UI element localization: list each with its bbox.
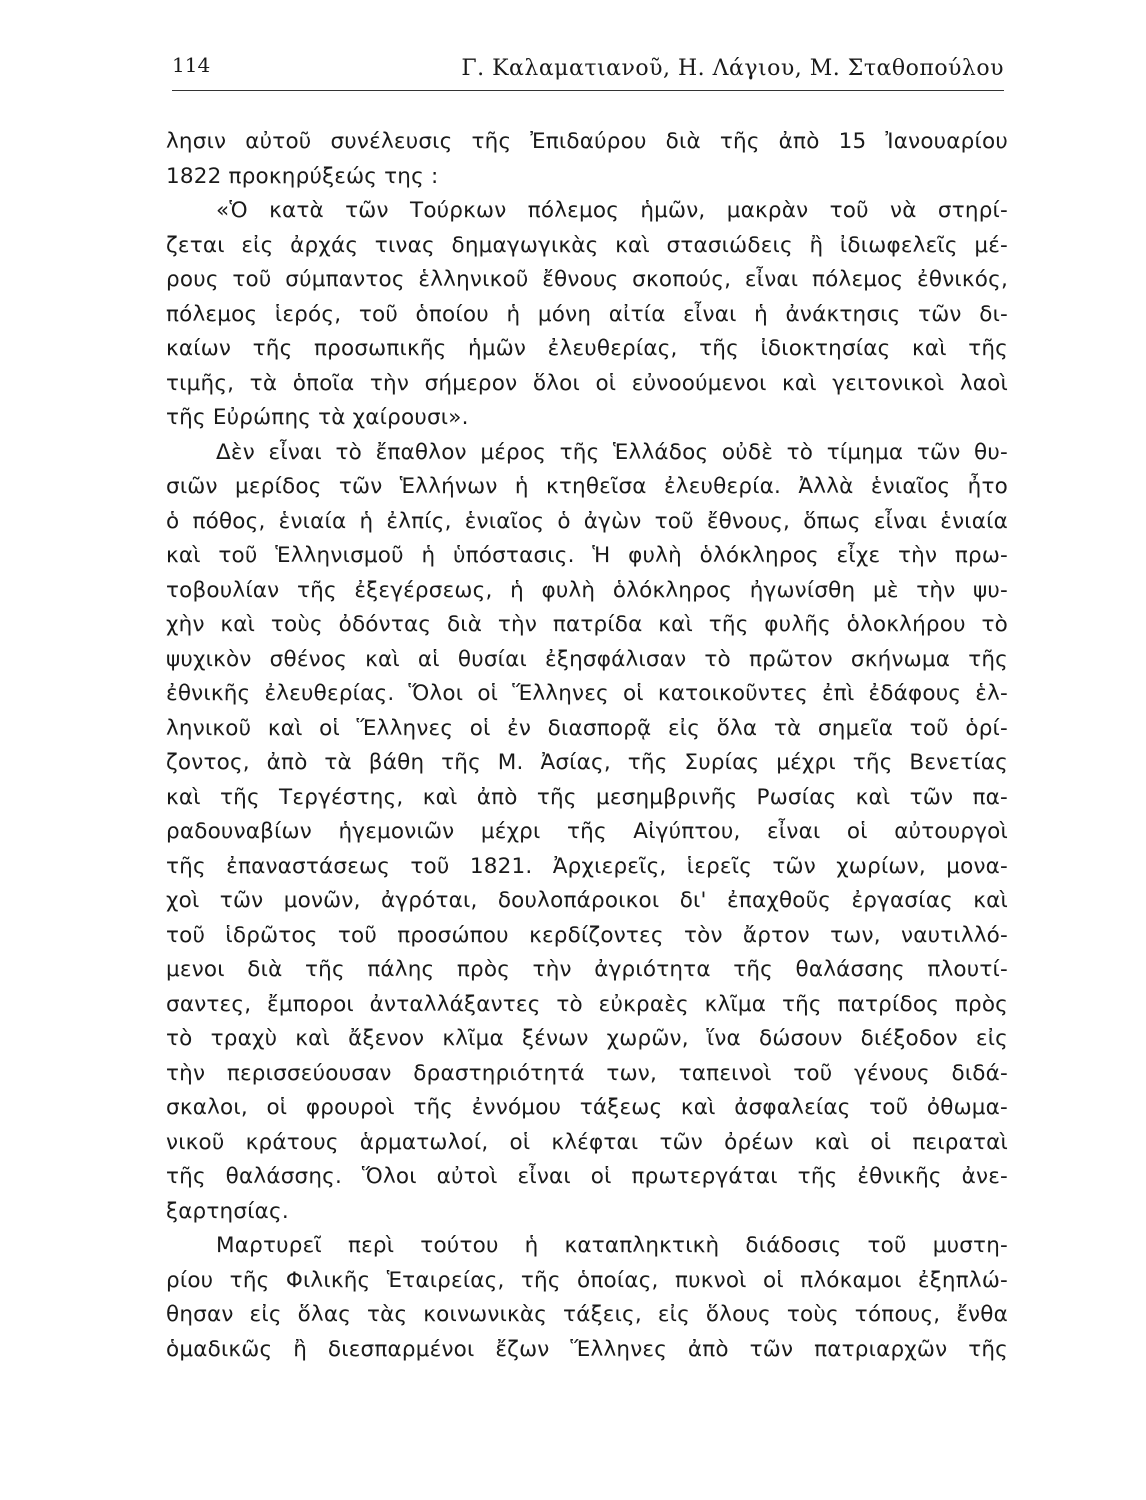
text-line: χὴν καὶ τοὺς ὀδόντας διὰ τὴν πατρίδα καὶ τῆς φυλῆς ὁλοκλήρου τὸ [166, 612, 1008, 637]
text-line: θησαν εἰς ὅλας τὰς κοινωνικὰς τάξεις, εἰς ὅλους τοὺς τόπους, ἔνθα [166, 1302, 1008, 1327]
page-number: 114 [172, 53, 211, 77]
body-text [166, 125, 1008, 1367]
text-line: τὸ τραχὺ καὶ ἄξενον κλῖμα ξένων χωρῶν, ἵνα δώσουν διέξοδον εἰς [166, 1026, 1008, 1051]
text-line: ρους τοῦ σύμπαντος ἑλληνικοῦ ἔθνους σκοπούς, εἶναι πόλεμος ἐθνικός, [166, 267, 1008, 292]
text-line: Μαρτυρεῖ περὶ τούτου ἡ καταπληκτικὴ διάδοσις τοῦ μυστη- [216, 1233, 1008, 1258]
text-line: ὁμαδικῶς ἢ διεσπαρμένοι ἔζων Ἕλληνες ἀπὸ τῶν πατριαρχῶν τῆς [166, 1336, 1008, 1362]
text-line: ρίου τῆς Φιλικῆς Ἑταιρείας, τῆς ὁποίας, πυκνοὶ οἱ πλόκαμοι ἐξηπλώ- [166, 1267, 1008, 1293]
text-line: νικοῦ κράτους ἁρματωλοί, οἱ κλέφται τῶν ὀρέων καὶ οἱ πειραταὶ [166, 1129, 1008, 1155]
text-line: τοῦ ἱδρῶτος τοῦ προσώπου κερδίζοντες τὸν ἄρτον των, ναυτιλλό- [166, 922, 1008, 948]
text-line: τῆς Εὐρώπης τὰ χαίρουσι». [166, 405, 469, 430]
text-line: Δὲν εἶναι τὸ ἔπαθλον μέρος τῆς Ἑλλάδος οὐδὲ τὸ τίμημα τῶν θυ- [216, 439, 1008, 465]
text-line: καὶ τοῦ Ἑλληνισμοῦ ἡ ὑπόστασις. Ἡ φυλὴ ὁλόκληρος εἶχε τὴν πρω- [166, 543, 1008, 568]
text-line: τῆς θαλάσσης. Ὅλοι αὐτοὶ εἶναι οἱ πρωτεργάται τῆς ἐθνικῆς ἀνε- [166, 1164, 1008, 1189]
text-line: ψυχικὸν σθένος καὶ αἱ θυσίαι ἐξησφάλισαν τὸ πρῶτον σκήνωμα τῆς [166, 646, 1008, 672]
text-line: σιῶν μερίδος τῶν Ἑλλήνων ἡ κτηθεῖσα ἐλευθερία. Ἀλλὰ ἑνιαῖος ἦτο [166, 474, 1008, 499]
text-line: ζοντος, ἀπὸ τὰ βάθη τῆς Μ. Ἀσίας, τῆς Συρίας μέχρι τῆς Βενετίας [166, 750, 1008, 775]
text-line: ραδουναβίων ἡγεμονιῶν μέχρι τῆς Αἰγύπτου, εἶναι οἱ αὐτουργοὶ [166, 819, 1008, 844]
text-line: καὶ τῆς Τεργέστης, καὶ ἀπὸ τῆς μεσημβρινῆς Ρωσίας καὶ τῶν πα- [166, 784, 1008, 810]
text-line: χοὶ τῶν μονῶν, ἀγρόται, δουλοπάροικοι δι' ἐπαχθοῦς ἐργασίας καὶ [166, 888, 1008, 913]
text-line: τιμῆς, τὰ ὁποῖα τὴν σήμερον ὅλοι οἱ εὐνοούμενοι καὶ γειτονικοὶ λαοὶ [166, 370, 1008, 396]
text-line: ληνικοῦ καὶ οἱ Ἕλληνες οἱ ἐν διασπορᾷ εἰς ὅλα τὰ σημεῖα τοῦ ὁρί- [166, 715, 1008, 741]
text-line: ζεται εἰς ἀρχάς τινας δημαγωγικὰς καὶ στασιώδεις ἢ ἰδιωφελεῖς μέ- [166, 232, 1008, 258]
text-line: τὴν περισσεύουσαν δραστηριότητά των, ταπεινοὶ τοῦ γένους διδά- [166, 1060, 1008, 1086]
text-line: πόλεμος ἱερός, τοῦ ὁποίου ἡ μόνη αἰτία εἶναι ἡ ἀνάκτησις τῶν δι- [166, 301, 1008, 327]
text-line: τοβουλίαν τῆς ἐξεγέρσεως, ἡ φυλὴ ὁλόκληρος ἠγωνίσθη μὲ τὴν ψυ- [166, 577, 1008, 603]
text-line: 1822 προκηρύξεώς της : [166, 163, 439, 189]
text-line: τῆς ἐπαναστάσεως τοῦ 1821. Ἀρχιερεῖς, ἱερεῖς τῶν χωρίων, μονα- [166, 853, 1008, 879]
text-line: «Ὁ κατὰ τῶν Τούρκων πόλεμος ἡμῶν, μακρὰν τοῦ νὰ στηρί- [216, 198, 1008, 223]
text-line: καίων τῆς προσωπικῆς ἡμῶν ἐλευθερίας, τῆς ἰδιοκτησίας καὶ τῆς [166, 336, 1008, 361]
text-line: σαντες, ἔμποροι ἀνταλλάξαντες τὸ εὐκραὲς κλῖμα τῆς πατρίδος πρὸς [166, 991, 1008, 1017]
text-line: ξαρτησίας. [166, 1198, 289, 1224]
text-line: ὁ πόθος, ἑνιαία ἡ ἐλπίς, ἑνιαῖος ὁ ἀγὼν τοῦ ἔθνους, ὅπως εἶναι ἑνιαία [166, 508, 1008, 534]
running-head: Γ. Καλαματιανοῦ, Η. Λάγιου, Μ. Σταθοπούλου [461, 56, 1004, 81]
text-line: λησιν αὐτοῦ συνέλευσις τῆς Ἐπιδαύρου διὰ τῆς ἀπὸ 15 Ἰανουαρίου [166, 129, 1008, 154]
text-line: ἐθνικῆς ἐλευθερίας. Ὅλοι οἱ Ἕλληνες οἱ κατοικοῦντες ἐπὶ ἐδάφους ἑλ- [166, 681, 1008, 706]
text-line: μενοι διὰ τῆς πάλης πρὸς τὴν ἀγριότητα τῆς θαλάσσης πλουτί- [166, 957, 1008, 982]
page-header [172, 52, 1004, 91]
text-line: σκαλοι, οἱ φρουροὶ τῆς ἐννόμου τάξεως καὶ ἀσφαλείας τοῦ ὀθωμα- [166, 1095, 1008, 1120]
